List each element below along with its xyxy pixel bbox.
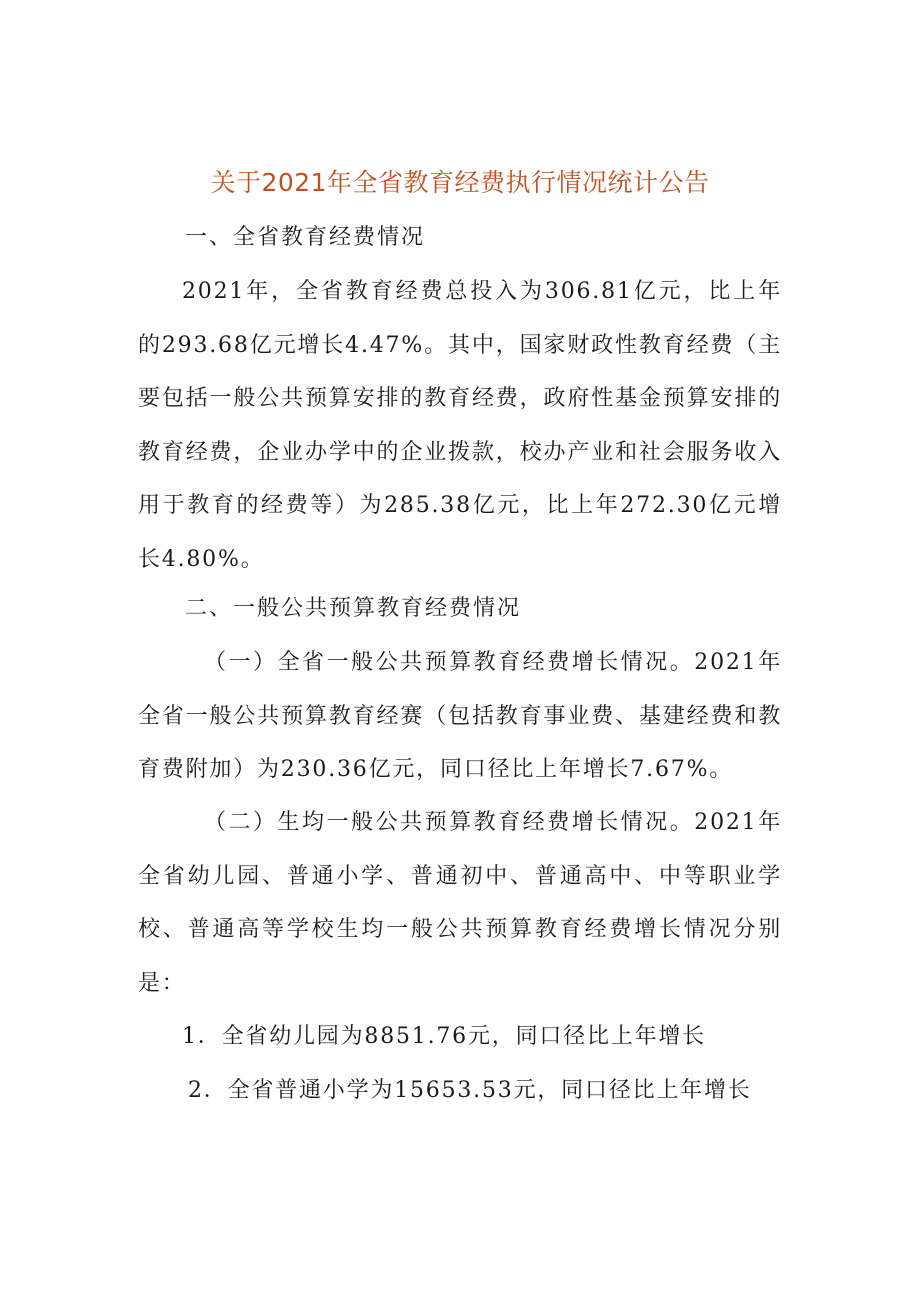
section-2-heading: 二、一般公共预算教育经费情况 xyxy=(185,596,522,621)
list-item-kindergarten: 1．全省幼儿园为8851.76元，同口径比上年增长 xyxy=(182,1024,706,1049)
section-2-subsection-2: （二）生均一般公共预算教育经费增长情况。2021年全省幼儿园、普通小学、普通初中、普通高中、中等职业学校、普通高等学校生均一般公共预算教育经费增长情况分别是： xyxy=(138,810,782,996)
list-item-primary-school: 2．全省普通小学为15653.53元，同口径比上年增长 xyxy=(188,1078,752,1103)
section-2-subsection-1: （一）全省一般公共预算教育经费增长情况。2021年全省一般公共预算教育经赛（包括教育事业费、基建经费和教育费附加）为230.36亿元，同口径比上年增长7.67%。 xyxy=(138,650,782,782)
section-1-heading: 一、全省教育经费情况 xyxy=(185,225,426,250)
section-1-paragraph: 2021年，全省教育经费总投入为306.81亿元，比上年的293.68亿元增长4.47%。其中，国家财政性教育经费（主要包括一般公共预算安排的教育经费，政府性基金预算安排的教育经费，企业办学中的企业拨款，校办产业和社会服务收入用于教育的经费等）为285.38亿元，比上年272.30亿元增长4.80%。 xyxy=(138,279,782,572)
document-title: 关于2021年全省教育经费执行情况统计公告 xyxy=(210,168,710,197)
